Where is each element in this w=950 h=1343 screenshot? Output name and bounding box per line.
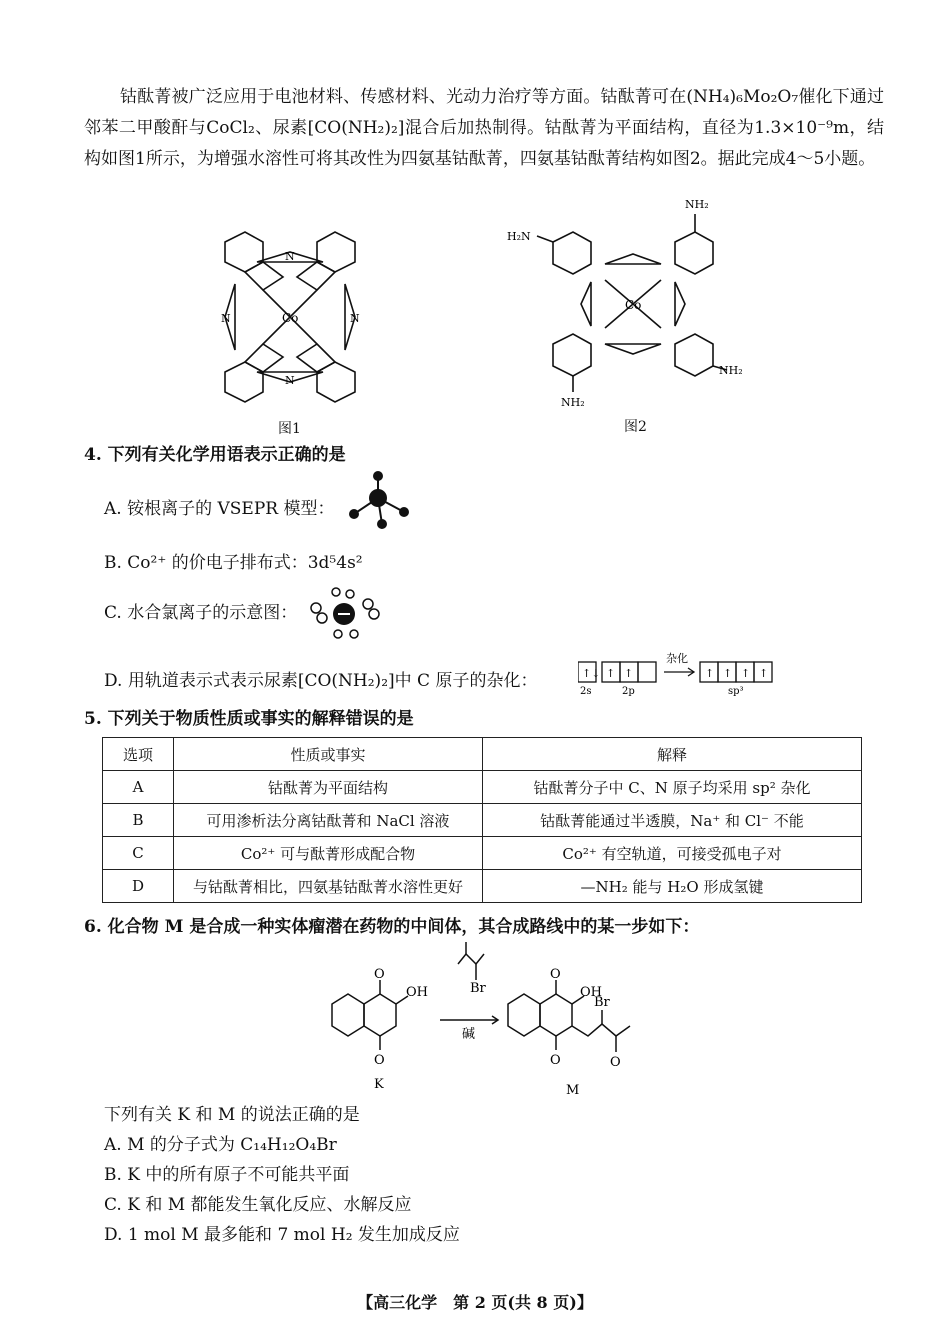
question-5-table bbox=[102, 737, 862, 903]
table-cell: C bbox=[103, 837, 174, 870]
h2n-label: H₂N bbox=[507, 230, 531, 243]
figure-1-cobalt-phthalocyanine bbox=[195, 222, 385, 412]
question-6-stem: 6. 化合物 M 是合成一种实体瘤潜在药物的中间体，其合成路线中的某一步如下： bbox=[84, 917, 700, 937]
page-footer: 【高三化学 第 2 页(共 8 页)】 bbox=[357, 1293, 593, 1312]
ammonium-vsepr-model-icon bbox=[342, 470, 414, 530]
table-header-option: 选项 bbox=[103, 738, 174, 771]
m-ketone-o: O bbox=[610, 1055, 621, 1070]
reaction-scheme bbox=[318, 940, 658, 1100]
figure-2-tetraamino-cobalt-phthalocyanine bbox=[505, 192, 760, 414]
table-cell: D bbox=[103, 870, 174, 903]
k-o-top: O bbox=[374, 967, 385, 982]
table-cell: 可用渗析法分离钴酞菁和 NaCl 溶液 bbox=[174, 804, 483, 837]
table-cell: A bbox=[103, 771, 174, 804]
n-label: N bbox=[285, 374, 295, 387]
svg-text:↑: ↑ bbox=[705, 667, 715, 680]
question-4-option-a: A. 铵根离子的 VSEPR 模型： bbox=[104, 499, 335, 519]
question-6-option-a: A. M 的分子式为 C₁₄H₁₂O₄Br bbox=[104, 1135, 337, 1155]
figure-2-caption: 图2 bbox=[624, 419, 647, 435]
k-oh: OH bbox=[406, 985, 428, 1000]
m-oh: OH bbox=[580, 985, 602, 1000]
table-row bbox=[103, 804, 862, 837]
base-label: 碱 bbox=[462, 1027, 476, 1042]
hydrated-chloride-icon bbox=[306, 586, 384, 642]
question-6-option-d: D. 1 mol M 最多能和 7 mol H₂ 发生加成反应 bbox=[104, 1225, 460, 1245]
n-label: N bbox=[221, 312, 231, 325]
hybridize-label: 杂化 bbox=[666, 652, 688, 665]
question-6-option-b: B. K 中的所有原子不可能共平面 bbox=[104, 1165, 350, 1185]
table-header-explanation: 解释 bbox=[483, 738, 862, 771]
table-row bbox=[103, 837, 862, 870]
table-cell: Co²⁺ 可与酞菁形成配合物 bbox=[174, 837, 483, 870]
nh2-label: NH₂ bbox=[561, 396, 585, 409]
svg-text:↑: ↑ bbox=[606, 667, 616, 680]
reagent-br: Br bbox=[470, 981, 486, 996]
svg-text:↑↓: ↑↓ bbox=[582, 667, 601, 680]
orbital-2s-label: 2s bbox=[580, 686, 592, 696]
svg-text:↑: ↑ bbox=[723, 667, 733, 680]
question-4-option-d: D. 用轨道表示式表示尿素[CO(NH₂)₂]中 C 原子的杂化： bbox=[104, 671, 538, 691]
table-row bbox=[103, 870, 862, 903]
table-cell: —NH₂ 能与 H₂O 形成氢键 bbox=[483, 870, 862, 903]
n-label: N bbox=[285, 250, 295, 263]
orbital-diagram bbox=[578, 652, 788, 696]
table-row bbox=[103, 771, 862, 804]
k-label: K bbox=[374, 1077, 384, 1092]
m-o-bottom: O bbox=[550, 1053, 561, 1068]
table-cell: 钴酞菁分子中 C、N 原子均采用 sp² 杂化 bbox=[483, 771, 862, 804]
co-label: Co bbox=[282, 311, 299, 325]
m-label: M bbox=[566, 1083, 580, 1098]
table-cell: 钴酞菁能通过半透膜，Na⁺ 和 Cl⁻ 不能 bbox=[483, 804, 862, 837]
table-cell: 与钴酞菁相比，四氨基钴酞菁水溶性更好 bbox=[174, 870, 483, 903]
table-cell: 钴酞菁为平面结构 bbox=[174, 771, 483, 804]
nh2-label: NH₂ bbox=[719, 364, 743, 377]
nh2-label: NH₂ bbox=[685, 198, 709, 211]
question-6-option-c: C. K 和 M 都能发生氧化反应、水解反应 bbox=[104, 1195, 412, 1215]
n-label: N bbox=[350, 312, 360, 325]
m-o-top: O bbox=[550, 967, 561, 982]
question-6-sub-stem: 下列有关 K 和 M 的说法正确的是 bbox=[104, 1105, 360, 1125]
co-label: Co bbox=[625, 298, 642, 312]
question-4-stem: 4. 下列有关化学用语表示正确的是 bbox=[84, 445, 346, 465]
svg-text:↑: ↑ bbox=[741, 667, 751, 680]
table-cell: B bbox=[103, 804, 174, 837]
table-header-fact: 性质或事实 bbox=[174, 738, 483, 771]
question-4-option-c: C. 水合氯离子的示意图： bbox=[104, 603, 298, 623]
question-4-option-b: B. Co²⁺ 的价电子排布式：3d⁵4s² bbox=[104, 553, 363, 573]
svg-text:↑: ↑ bbox=[759, 667, 769, 680]
figure-1-caption: 图1 bbox=[278, 421, 301, 437]
question-5-stem: 5. 下列关于物质性质或事实的解释错误的是 bbox=[84, 709, 414, 729]
m-br: Br bbox=[594, 995, 610, 1010]
intro-paragraph: 钴酞菁被广泛应用于电池材料、传感材料、光动力治疗等方面。钴酞菁可在(NH₄)₆Mo₂O₇催化下通过邻苯二甲酸酐与CoCl₂、尿素[CO(NH₂)₂]混合后加热制得。钴酞菁为平面结构，直径为1.3×10⁻⁹m，结构如图1所示，为增强水溶性可将其改性为四氨基钴酞菁，四氨基钴酞菁结构如图2。据此完成4～5小题。 bbox=[84, 87, 884, 169]
orbital-2p-label: 2p bbox=[622, 686, 635, 696]
svg-text:↑: ↑ bbox=[624, 667, 634, 680]
k-o-bottom: O bbox=[374, 1053, 385, 1068]
orbital-sp3-label: sp³ bbox=[728, 686, 744, 696]
table-cell: Co²⁺ 有空轨道，可接受孤电子对 bbox=[483, 837, 862, 870]
